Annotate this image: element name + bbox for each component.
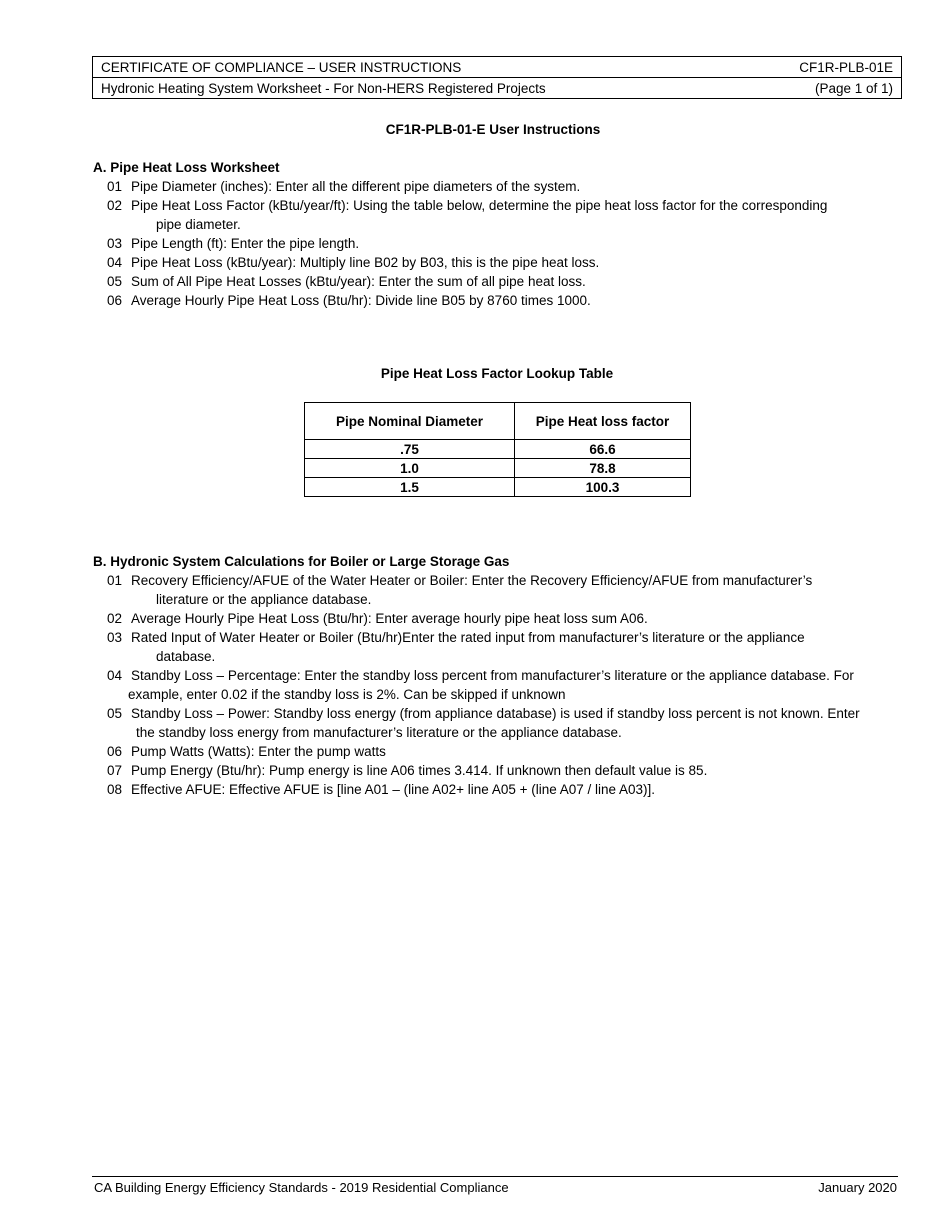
header-row-1 — [93, 57, 902, 78]
header-row-2 — [93, 78, 902, 99]
section-b-heading: B. Hydronic System Calculations for Boiler or Large Storage Gas — [93, 554, 510, 569]
list-item: 01 Recovery Efficiency/AFUE of the Water Heater or Boiler: Enter the Recovery Efficiency/AFUE from manufacturer’s literature or the appliance database. — [107, 573, 813, 607]
list-item: 02 Average Hourly Pipe Heat Loss (Btu/hr): Enter average hourly pipe heat loss sum A06. — [107, 611, 648, 626]
list-item: 07 Pump Energy (Btu/hr): Pump energy is line A06 times 3.414. If unknown then default value is 85. — [107, 763, 708, 778]
table-header-row — [305, 403, 691, 440]
lookup-table — [304, 402, 691, 497]
table-cell: 78.8 — [514, 459, 690, 478]
table-cell: 1.5 — [305, 478, 515, 497]
list-item: 04 Standby Loss – Percentage: Enter the standby loss percent from manufacturer’s literature or the appliance database. For example, enter 0.02 if the standby loss is 2%. Can be skipped if unknown — [107, 668, 854, 702]
list-item: 04 Pipe Heat Loss (kBtu/year): Multiply line B02 by B03, this is the pipe heat loss. — [107, 255, 600, 270]
list-item: 02 Pipe Heat Loss Factor (kBtu/year/ft): Using the table below, determine the pipe heat loss factor for the corresponding pipe diameter. — [107, 198, 828, 232]
list-item: 01 Pipe Diameter (inches): Enter all the different pipe diameters of the system. — [107, 179, 581, 194]
section-b-list — [107, 571, 907, 799]
column-header: Pipe Heat loss factor — [514, 403, 690, 440]
form-subtitle: Hydronic Heating System Worksheet - For Non-HERS Registered Projects — [93, 78, 746, 99]
lookup-table-title: Pipe Heat Loss Factor Lookup Table — [380, 366, 614, 381]
table-row — [305, 478, 691, 497]
header-table — [92, 56, 902, 99]
document-title: CF1R-PLB-01-E User Instructions — [385, 122, 601, 137]
table-row — [305, 459, 691, 478]
table-cell: 66.6 — [514, 440, 690, 459]
list-item: 03 Pipe Length (ft): Enter the pipe length. — [107, 236, 360, 251]
page-number: (Page 1 of 1) — [745, 78, 901, 99]
footer-standards: CA Building Energy Efficiency Standards - 2019 Residential Compliance — [94, 1180, 509, 1195]
list-item: 06 Pump Watts (Watts): Enter the pump watts — [107, 744, 386, 759]
list-item: 05 Standby Loss – Power: Standby loss energy (from appliance database) is used if standby loss percent is not known. Enter the standby loss energy from manufacturer’s literature or the appliance database. — [107, 706, 860, 740]
form-title: CERTIFICATE OF COMPLIANCE – USER INSTRUCTIONS — [93, 57, 746, 78]
table-cell: 1.0 — [305, 459, 515, 478]
footer-date: January 2020 — [818, 1180, 897, 1195]
section-a-heading: A. Pipe Heat Loss Worksheet — [93, 160, 280, 175]
list-item: 03 Rated Input of Water Heater or Boiler (Btu/hr)Enter the rated input from manufacturer’s literature or the appliance database. — [107, 630, 805, 664]
section-a-list — [107, 177, 907, 310]
list-item: 08 Effective AFUE: Effective AFUE is [line A01 – (line A02+ line A05 + (line A07 / line A03)]. — [107, 782, 656, 797]
list-item: 06 Average Hourly Pipe Heat Loss (Btu/hr): Divide line B05 by 8760 times 1000. — [107, 293, 591, 308]
form-id: CF1R-PLB-01E — [745, 57, 901, 78]
list-item: 05 Sum of All Pipe Heat Losses (kBtu/year): Enter the sum of all pipe heat loss. — [107, 274, 586, 289]
footer-divider — [92, 1176, 898, 1177]
table-cell: .75 — [305, 440, 515, 459]
table-cell: 100.3 — [514, 478, 690, 497]
table-row — [305, 440, 691, 459]
column-header: Pipe Nominal Diameter — [305, 403, 515, 440]
